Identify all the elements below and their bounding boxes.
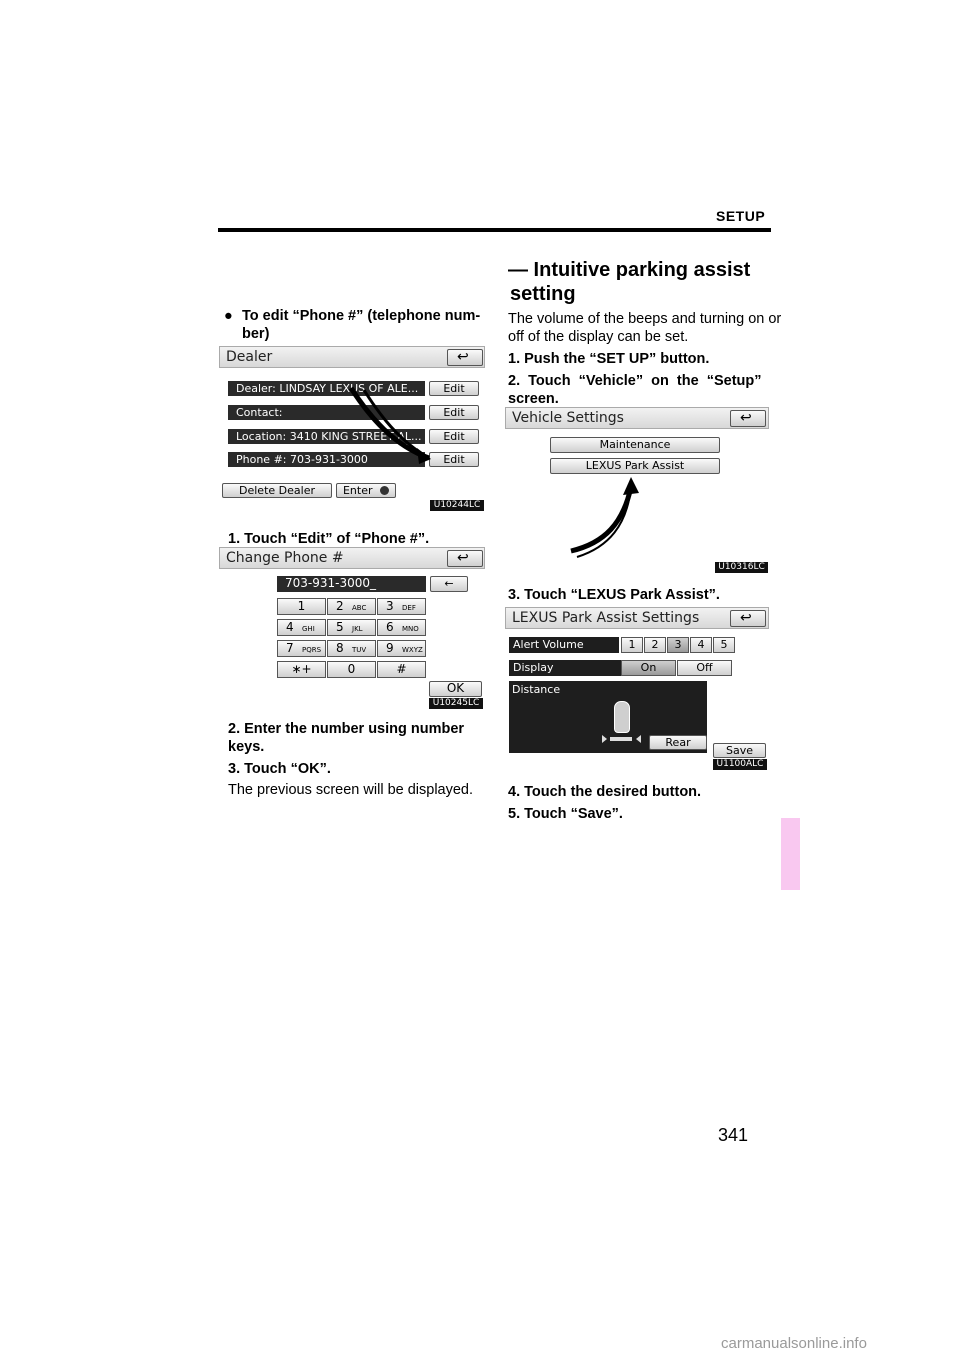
phone-field: Phone #: 703-931-3000 [228,452,425,467]
key-letters: PQRS [302,646,322,654]
volume-option-button[interactable]: 3 [667,637,689,653]
keypad-key[interactable] [327,661,376,678]
key-digit: ∗+ [291,662,312,676]
key-digit: 0 [347,662,356,676]
right-step-3: 3. Touch “LEXUS Park Assist”. [508,587,720,603]
display-label: Display [509,660,621,676]
header-rule [218,228,771,232]
figure-code: U10316LC [715,562,768,573]
keypad-key[interactable] [327,640,376,657]
key-letters: MNO [402,625,419,633]
dealer-title: Dealer [226,349,273,365]
bullet-text-line2: ber) [242,326,270,342]
location-field: Location: 3410 KING STREET AL... [228,429,425,444]
back-button[interactable] [447,550,483,567]
edit-contact-button[interactable]: Edit [429,405,479,420]
edit-dealer-button[interactable]: Edit [429,381,479,396]
keypad-key[interactable] [277,619,326,636]
park-assist-screen [505,607,769,773]
edit-location-button[interactable]: Edit [429,429,479,444]
key-letters: DEF [402,604,416,612]
key-digit: 5 [336,620,344,634]
left-sensor-icon [602,735,607,743]
section-title [508,258,750,306]
key-letters: JKL [352,625,363,633]
intro-line2: off of the display can be set. [508,329,689,345]
right-sensor-icon [636,735,641,743]
phone-title: Change Phone # [226,550,344,566]
key-letters: ABC [352,604,367,612]
edit-phone-button[interactable]: Edit [429,452,479,467]
dealer-titlebar [219,346,485,368]
alert-volume-label: Alert Volume [509,637,619,653]
maintenance-button[interactable]: Maintenance [550,437,720,453]
left-step-3: 3. Touch “OK”. [228,761,331,777]
chapter-tab [781,818,800,890]
key-digit: 7 [286,641,294,655]
volume-option-button[interactable]: 4 [690,637,712,653]
figure-code: U1100ALC [713,759,767,770]
back-button[interactable] [447,349,483,366]
change-phone-screen [219,547,485,709]
volume-option-button[interactable]: 1 [621,637,643,653]
key-digit: 9 [386,641,394,655]
vehicle-titlebar [505,407,769,429]
section-title-line2: setting [510,283,576,305]
car-icon [614,701,630,733]
enter-button[interactable] [336,483,396,498]
backspace-button[interactable] [430,576,468,592]
key-digit: 3 [386,599,394,613]
back-icon: ↩ [457,349,469,365]
distance-panel [509,681,707,753]
key-letters: TUV [352,646,367,654]
bullet-mark: ● [224,308,233,324]
display-on-button[interactable]: On [621,660,676,676]
keypad-key[interactable] [277,598,326,615]
right-step-2-line1: 2. Touch “Vehicle” on the “Setup” [508,373,762,389]
keypad-key[interactable] [377,598,426,615]
back-icon: ↩ [740,610,752,626]
delete-dealer-button[interactable]: Delete Dealer [222,483,332,498]
key-digit: 2 [336,599,344,613]
keypad-key[interactable] [377,619,426,636]
figure-code: U10245LC [429,698,483,709]
intro-line1: The volume of the beeps and turning on or [508,311,782,327]
keypad-key[interactable] [327,598,376,615]
rear-button[interactable]: Rear [649,735,707,750]
bullet-text-line1: To edit “Phone #” (telephone num- [242,308,481,324]
keypad-key[interactable] [377,640,426,657]
right-step-4: 4. Touch the desired button. [508,784,702,800]
left-step-2-line2: keys. [228,739,265,755]
enter-icon [380,486,389,495]
key-letters: GHI [302,625,315,633]
watermark: carmanualsonline.info [721,1335,867,1352]
left-step-2-line1: 2. Enter the number using number [228,721,465,737]
contact-field: Contact: [228,405,425,420]
dealer-screen [219,346,485,512]
dealer-name-field: Dealer: LINDSAY LEXUS OF ALE... [228,381,425,396]
right-step-2-line2: screen. [508,391,559,407]
park-title: LEXUS Park Assist Settings [512,610,700,626]
distance-label: Distance [512,683,561,696]
left-result-text: The previous screen will be displayed. [228,782,474,798]
backspace-icon: ← [444,577,454,590]
back-button[interactable] [730,410,766,427]
section-header: SETUP [716,208,766,224]
left-step-1: 1. Touch “Edit” of “Phone #”. [228,531,430,547]
key-letters: WXYZ [402,646,423,654]
key-digit: 4 [286,620,294,634]
enter-label: Enter [342,484,373,497]
volume-option-button[interactable]: 2 [644,637,666,653]
page-number: 341 [718,1125,749,1145]
key-digit: # [396,662,407,676]
key-digit: 8 [336,641,344,655]
right-step-1: 1. Push the “SET UP” button. [508,351,710,367]
key-digit: 1 [297,599,306,613]
keypad-key[interactable] [377,661,426,678]
save-button[interactable]: Save [713,743,766,758]
display-off-button[interactable]: Off [677,660,732,676]
lexus-park-assist-button[interactable]: LEXUS Park Assist [550,458,720,474]
right-step-5: 5. Touch “Save”. [508,806,623,822]
volume-option-button[interactable]: 5 [713,637,735,653]
sensor-bar-icon [610,737,632,741]
ok-button[interactable]: OK [429,681,482,697]
back-button[interactable] [730,610,766,627]
park-titlebar [505,607,769,629]
vehicle-settings-screen [505,407,769,574]
bullet-item [224,307,489,343]
vehicle-title: Vehicle Settings [512,410,624,426]
key-digit: 6 [386,620,394,634]
figure-code: U10244LC [430,500,484,511]
phone-input[interactable]: 703-931-3000_ [277,576,426,592]
keypad-key[interactable] [327,619,376,636]
back-icon: ↩ [457,550,469,566]
arrow-icon [565,473,645,558]
arrow-icon [339,386,439,466]
keypad-key[interactable] [277,661,326,678]
back-icon: ↩ [740,410,752,426]
phone-titlebar [219,547,485,569]
keypad-key[interactable] [277,640,326,657]
section-title-line1: — Intuitive parking assist [508,259,751,281]
